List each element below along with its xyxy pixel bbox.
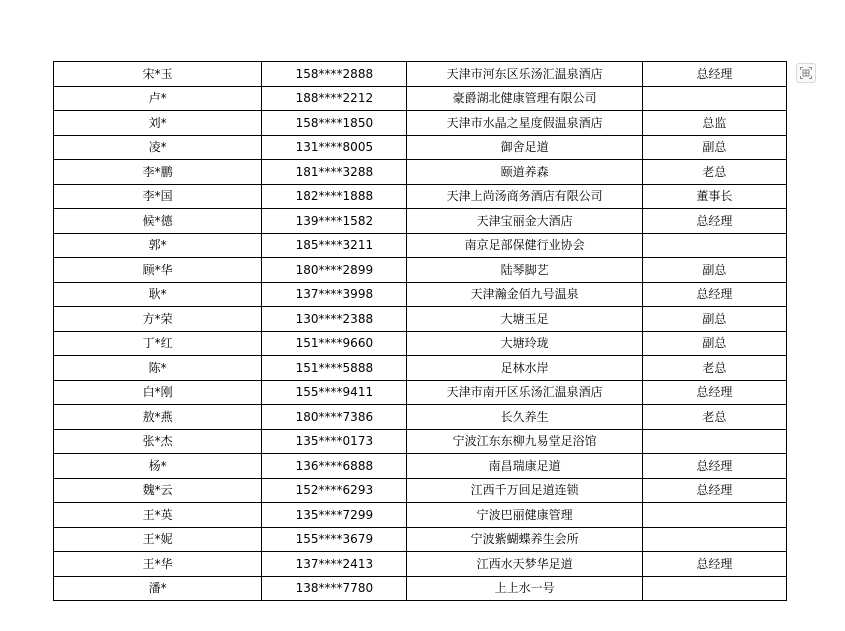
cell-company: 宁波紫蝴蝶养生会所 [407,527,642,552]
table-row [54,62,787,87]
cell-name: 王*英 [54,503,262,528]
table-row [54,282,787,307]
cell-title: 副总 [642,258,786,283]
cell-company: 颐道养森 [407,160,642,185]
table-row [54,429,787,454]
cell-company: 豪爵湖北健康管理有限公司 [407,86,642,111]
cell-company: 陆琴脚艺 [407,258,642,283]
cell-company: 御舍足道 [407,135,642,160]
cell-title [642,527,786,552]
table-row [54,527,787,552]
contact-table-body [54,62,787,601]
cell-company: 天津市水晶之星度假温泉酒店 [407,111,642,136]
cell-company: 足林水岸 [407,356,642,381]
table-row [54,258,787,283]
cell-name: 凌* [54,135,262,160]
cell-title: 总经理 [642,209,786,234]
cell-title: 董事长 [642,184,786,209]
cell-title: 总经理 [642,62,786,87]
cell-phone: 151****9660 [262,331,407,356]
table-row [54,478,787,503]
cell-name: 李*国 [54,184,262,209]
cell-company: 南昌瑞康足道 [407,454,642,479]
cell-title: 老总 [642,160,786,185]
cell-title [642,86,786,111]
cell-company: 江西千万回足道连锁 [407,478,642,503]
cell-company: 宁波巴丽健康管理 [407,503,642,528]
cell-phone: 151****5888 [262,356,407,381]
cell-name: 王*华 [54,552,262,577]
table-row [54,307,787,332]
cell-title: 总经理 [642,282,786,307]
cell-name: 刘* [54,111,262,136]
cell-title: 老总 [642,405,786,430]
cell-phone: 137****3998 [262,282,407,307]
table-row [54,576,787,601]
cell-title: 副总 [642,135,786,160]
table-select-icon[interactable] [796,63,816,83]
cell-name: 潘* [54,576,262,601]
table-row [54,209,787,234]
cell-phone: 155****9411 [262,380,407,405]
cell-company: 江西水天梦华足道 [407,552,642,577]
cell-phone: 137****2413 [262,552,407,577]
cell-phone: 188****2212 [262,86,407,111]
cell-title: 副总 [642,331,786,356]
cell-title: 副总 [642,307,786,332]
cell-title [642,503,786,528]
cell-name: 顾*华 [54,258,262,283]
cell-title: 总监 [642,111,786,136]
cell-title: 总经理 [642,380,786,405]
cell-company: 大塘玉足 [407,307,642,332]
contact-table [53,61,787,601]
table-row [54,454,787,479]
cell-title [642,429,786,454]
cell-name: 方*荣 [54,307,262,332]
cell-phone: 180****7386 [262,405,407,430]
table-row [54,86,787,111]
cell-phone: 139****1582 [262,209,407,234]
cell-title [642,576,786,601]
cell-phone: 158****1850 [262,111,407,136]
cell-phone: 136****6888 [262,454,407,479]
cell-phone: 152****6293 [262,478,407,503]
table-row [54,160,787,185]
cell-name: 白*刚 [54,380,262,405]
table-row [54,503,787,528]
cell-phone: 138****7780 [262,576,407,601]
cell-name: 宋*玉 [54,62,262,87]
cell-name: 杨* [54,454,262,479]
cell-phone: 181****3288 [262,160,407,185]
cell-name: 卢* [54,86,262,111]
table-row [54,552,787,577]
cell-company: 天津市河东区乐汤汇温泉酒店 [407,62,642,87]
cell-company: 大塘玲珑 [407,331,642,356]
table-row [54,135,787,160]
cell-title: 总经理 [642,454,786,479]
cell-company: 南京足部保健行业协会 [407,233,642,258]
cell-company: 上上水一号 [407,576,642,601]
cell-phone: 135****7299 [262,503,407,528]
table-select-icon-glyph [800,67,812,79]
cell-company: 宁波江东东柳九易堂足浴馆 [407,429,642,454]
cell-phone: 182****1888 [262,184,407,209]
cell-name: 郭* [54,233,262,258]
table-row [54,184,787,209]
table-row [54,331,787,356]
cell-name: 候*德 [54,209,262,234]
cell-company: 长久养生 [407,405,642,430]
cell-name: 张*杰 [54,429,262,454]
cell-phone: 135****0173 [262,429,407,454]
cell-phone: 130****2388 [262,307,407,332]
cell-name: 耿* [54,282,262,307]
cell-title: 总经理 [642,552,786,577]
table-row [54,380,787,405]
cell-name: 王*妮 [54,527,262,552]
cell-phone: 155****3679 [262,527,407,552]
cell-company: 天津瀚金佰九号温泉 [407,282,642,307]
cell-company: 天津宝丽金大酒店 [407,209,642,234]
table-row [54,405,787,430]
cell-phone: 185****3211 [262,233,407,258]
cell-phone: 158****2888 [262,62,407,87]
cell-name: 敖*燕 [54,405,262,430]
table-row [54,233,787,258]
cell-name: 魏*云 [54,478,262,503]
cell-title: 老总 [642,356,786,381]
cell-phone: 131****8005 [262,135,407,160]
cell-name: 丁*红 [54,331,262,356]
cell-company: 天津市南开区乐汤汇温泉酒店 [407,380,642,405]
cell-title: 总经理 [642,478,786,503]
table-row [54,111,787,136]
cell-phone: 180****2899 [262,258,407,283]
table-row [54,356,787,381]
cell-name: 李*鹏 [54,160,262,185]
cell-title [642,233,786,258]
cell-company: 天津上尚汤商务酒店有限公司 [407,184,642,209]
cell-name: 陈* [54,356,262,381]
